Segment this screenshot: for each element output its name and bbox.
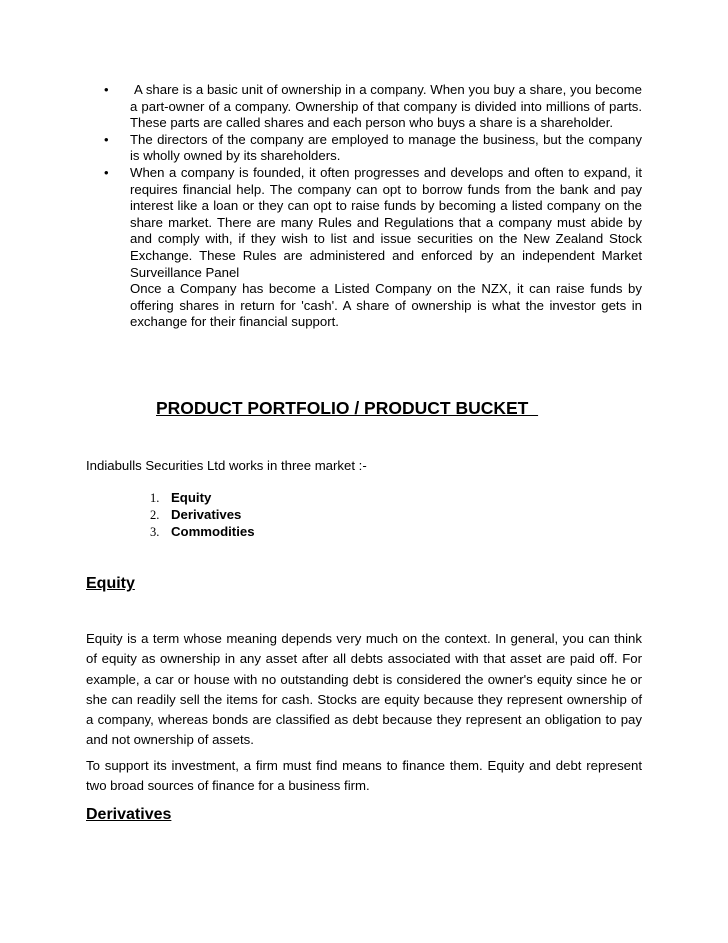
bullet-text-continued: Once a Company has become a Listed Company on the NZX, it can raise funds by offering shares in return for 'cash'. A share of ownership is what the investor gets in exchange for their financial support. xyxy=(130,281,642,330)
equity-paragraph-1: Equity is a term whose meaning depends very much on the context. In general, you can think of equity as ownership in any asset after all debts associated with that asset are paid off. For example, a car or house with no outstanding debt is considered the owner's equity since he or she can readily sell the items for cash. Stocks are equity because they represent ownership of a company, whereas bonds are classified as debt because they represent an obligation to pay and not ownership of assets. xyxy=(86,631,642,748)
bullet-item xyxy=(0,82,728,132)
market-label: Equity xyxy=(171,490,212,505)
market-label: Commodities xyxy=(171,524,255,539)
list-number: 2. xyxy=(150,508,160,522)
list-number: 1. xyxy=(150,491,160,505)
bullet-icon: • xyxy=(104,131,109,147)
bullet-icon: • xyxy=(104,164,109,180)
intro-text: Indiabulls Securities Ltd works in three market :- xyxy=(86,458,367,473)
equity-paragraph-2: To support its investment, a firm must find means to finance them. Equity and debt represent two broad sources of finance for a business firm. xyxy=(86,758,642,794)
derivatives-heading: Derivatives xyxy=(86,806,172,823)
share-bullet-list xyxy=(0,82,728,331)
equity-heading: Equity xyxy=(86,575,135,592)
bullet-item xyxy=(0,165,728,331)
market-item-equity xyxy=(150,489,255,506)
bullet-text: When a company is founded, it often progresses and develops and often to expand, it requires financial help. The company can opt to borrow funds from the bank and pay interest like a loan or they can opt to raise funds by becoming a listed company on the share market. There are many Rules and Regulations that a company must abide by and comply with, if they wish to list and issue securities on the New Zealand Stock Exchange. These Rules are administered and enforced by an independent Market Surveillance Panel xyxy=(130,164,642,280)
market-label: Derivatives xyxy=(171,507,242,522)
market-item-derivatives xyxy=(150,506,255,523)
bullet-item xyxy=(0,132,728,165)
market-item-commodities xyxy=(150,523,255,540)
bullet-text: The directors of the company are employed to manage the business, but the company is wholly owned by its shareholders. xyxy=(130,131,642,164)
bullet-icon: • xyxy=(104,82,109,97)
markets-list xyxy=(150,489,255,540)
bullet-text: A share is a basic unit of ownership in a company. When you buy a share, you become a part-owner of a company. Ownership of that company is divided into millions of parts. These parts are called shares and each person who buys a share is a shareholder. xyxy=(130,82,642,131)
section-title: PRODUCT PORTFOLIO / PRODUCT BUCKET xyxy=(156,398,539,418)
list-number: 3. xyxy=(150,525,160,539)
